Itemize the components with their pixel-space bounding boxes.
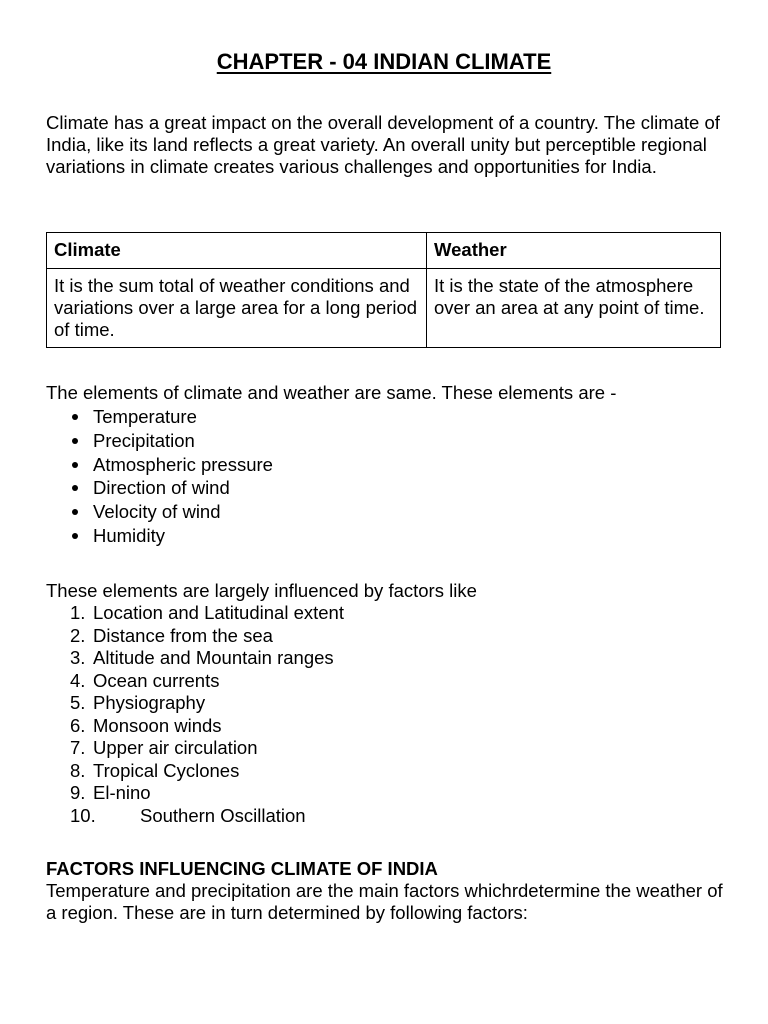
bullet-icon: [72, 533, 78, 539]
list-item: 7. Upper air circulation: [70, 737, 258, 758]
list-item: Temperature: [46, 405, 273, 429]
elements-intro: The elements of climate and weather are same. These elements are -: [46, 382, 617, 403]
bullet-icon: [72, 438, 78, 444]
table-header-weather: Weather: [427, 233, 721, 269]
list-item: Direction of wind: [46, 476, 273, 500]
list-item: 4. Ocean currents: [70, 669, 220, 691]
table-header-row: [47, 233, 721, 269]
factors-intro: These elements are largely influenced by factors like: [46, 580, 477, 601]
climate-weather-table: [46, 232, 721, 348]
list-number: 9.: [70, 782, 86, 803]
elements-list: [46, 405, 273, 548]
list-item: Humidity: [46, 524, 273, 548]
bullet-icon: [72, 485, 78, 491]
list-item: 1. Location and Latitudinal extent: [70, 602, 344, 623]
section-paragraph: Temperature and precipitation are the main factors whichrdetermine the weather of a region. These are in turn determined by following factors:: [46, 880, 723, 923]
list-item: 10. Southern Oscillation: [70, 804, 306, 826]
table-cell-weather: It is the state of the atmosphere over an area at any point of time.: [427, 269, 721, 348]
bullet-icon: [72, 414, 78, 420]
table-header-climate: Climate: [47, 233, 427, 269]
bullet-icon: [72, 462, 78, 468]
list-item: 2. Distance from the sea: [70, 624, 273, 646]
list-item: Velocity of wind: [46, 500, 273, 524]
list-item: 5. Physiography: [70, 692, 206, 713]
list-number: 7.: [70, 737, 86, 758]
list-number: 4.: [70, 669, 86, 691]
list-number: 10.: [70, 804, 96, 826]
list-item: Precipitation: [46, 429, 273, 453]
list-item: 3. Altitude and Mountain ranges: [70, 647, 334, 668]
list-item: 6. Monsoon winds: [70, 714, 222, 736]
section-heading: FACTORS INFLUENCING CLIMATE OF INDIA: [46, 858, 438, 879]
list-number: 8.: [70, 759, 86, 781]
table-cell-climate: It is the sum total of weather conditions and variations over a large area for a long period of time.: [47, 269, 427, 348]
list-item: Atmospheric pressure: [46, 453, 273, 477]
table-row: [47, 269, 721, 348]
list-item: 9. El-nino: [70, 782, 151, 803]
list-number: 1.: [70, 602, 86, 623]
list-number: 5.: [70, 692, 86, 713]
bullet-icon: [72, 509, 78, 515]
page-title: CHAPTER - 04 INDIAN CLIMATE: [216, 49, 552, 74]
intro-paragraph: Climate has a great impact on the overall development of a country. The climate of India, like its land reflects a great variety. An overall unity but perceptible regional variations in climate creates various challenges and opportunities for India.: [46, 112, 720, 177]
list-number: 3.: [70, 647, 86, 668]
list-number: 2.: [70, 624, 86, 646]
factors-list: [46, 602, 344, 827]
list-number: 6.: [70, 714, 86, 736]
list-item: 8. Tropical Cyclones: [70, 759, 240, 781]
